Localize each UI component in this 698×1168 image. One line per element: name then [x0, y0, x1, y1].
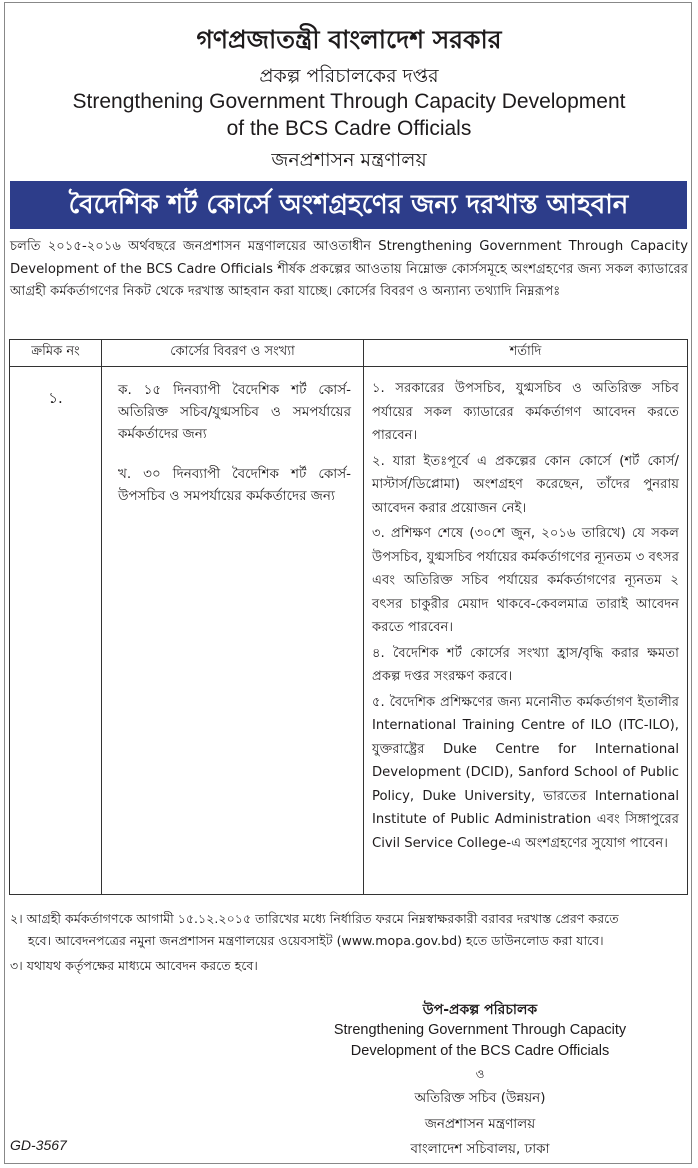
signatory-and: ও — [475, 1067, 485, 1081]
signatory-project-line2: Development of the BCS Cadre Officials — [350, 1043, 610, 1059]
course-item: ক. ১৫ দিনব্যাপী বৈদেশিক শর্ট কোর্স-অতিরিক্ত সচিব/যুগ্মসচিব ও সমপর্যায়ের কর্মকর্তাদের জন্য — [118, 382, 351, 442]
header-serial: ক্রমিক নং — [10, 340, 102, 367]
project-title-line2: of the BCS Cadre Officials — [226, 117, 472, 140]
table-header-row — [10, 340, 688, 367]
condition-item: ২. যারা ইতঃপূর্বে এ প্রকল্পের কোন কোর্সে (শর্ট কোর্স/মাস্টার্স/ডিপ্লোমা) অংশগ্রহণ করেছেন, তাঁদের পুনরায় আবেদন করার প্রয়োজন নেই। — [372, 453, 679, 516]
header-conditions: শর্তাদি — [364, 340, 688, 367]
signatory-designation: অতিরিক্ত সচিব (উন্নয়ন) — [414, 1090, 546, 1106]
condition-item: ৩. প্রশিক্ষণ শেষে (৩০শে জুন, ২০১৬ তারিখে) যে সকল উপসচিব, যুগ্মসচিব পর্যায়ের কর্মকর্তাগণের ন্যূনতম ৩ বৎসর এবং অতিরিক্ত সচিব পর্যায়ের কর্মকর্তাগণের ন্যূনতম ২ বৎসর চাকুরীর মেয়াদ থাকবে-কেবলমাত্র তারাই আবেদন করতে পারবেন। — [372, 526, 679, 635]
serial-number: ১. — [10, 367, 102, 895]
course-table — [9, 339, 688, 895]
signatory-address: বাংলাদেশ সচিবালয়, ঢাকা — [410, 1141, 550, 1157]
project-title-line1: Strengthening Government Through Capacity Development — [72, 90, 626, 113]
intro-paragraph: চলতি ২০১৫-২০১৬ অর্থবছরে জনপ্রশাসন মন্ত্রণালয়ের আওতাধীন Strengthening Government Through Capacity Development of the BCS Cadre Officials শীর্ষক প্রকল্পের আওতায় নিম্নোক্ত কোর্সসমূহে অংশগ্রহণের জন্য সকল ক্যাডারের আগ্রহী কর্মকর্তাগণের নিকট থেকে দরখাস্ত আহবান করা যাচ্ছে। কোর্সের বিবরণ ও অন্যান্য তথ্যাদি নিম্নরূপঃ — [10, 239, 688, 299]
signatory-ministry: জনপ্রশাসন মন্ত্রণালয় — [424, 1116, 536, 1132]
government-title: গণপ্রজাতন্ত্রী বাংলাদেশ সরকার — [196, 25, 502, 54]
office-name: প্রকল্প পরিচালকের দপ্তর — [259, 65, 439, 87]
table-row — [10, 367, 688, 895]
course-item: খ. ৩০ দিনব্যাপী বৈদেশিক শর্ট কোর্স-উপসচিব ও সমপর্যায়ের কর্মকর্তাদের জন্য — [118, 466, 351, 504]
signatory-title: উপ-প্রকল্প পরিচালক — [422, 1002, 538, 1018]
note-download: হবে। আবেদনপত্রের নমুনা জনপ্রশাসন মন্ত্রণালয়ের ওয়েবসাইট (www.mopa.gov.bd) হতে ডাউনলোড করা যাবে। — [28, 933, 604, 948]
ministry-name: জনপ্রশাসন মন্ত্রণালয় — [271, 149, 427, 171]
note-deadline: ২। আগ্রহী কর্মকর্তাগণকে আগামী ১৫.১২.২০১৫ তারিখের মধ্যে নির্ধারিত ফরমে নিম্নস্বাক্ষরকারী বরাবর দরখাস্ত প্রেরণ করতে — [10, 911, 619, 926]
condition-item: ১. সরকারের উপসচিব, যুগ্মসচিব ও অতিরিক্ত সচিব পর্যায়ের সকল ক্যাডারের কর্মকর্তাগণ আবেদন করতে পারবেন। — [372, 381, 679, 443]
ad-code: GD-3567 — [10, 1137, 67, 1153]
header-course: কোর্সের বিবরণ ও সংখ্যা — [102, 340, 364, 367]
conditions-list — [364, 367, 688, 895]
note-channel: ৩। যথাযথ কর্তৃপক্ষের মাধ্যমে আবেদন করতে হবে। — [10, 958, 258, 973]
condition-item: ৪. বৈদেশিক শর্ট কোর্সের সংখ্যা হ্রাস/বৃদ্ধি করার ক্ষমতা প্রকল্প দপ্তর সংরক্ষণ করবে। — [372, 645, 679, 684]
notice-banner: বৈদেশিক শর্ট কোর্সে অংশগ্রহণের জন্য দরখাস্ত আহবান — [10, 181, 687, 229]
course-description — [102, 367, 364, 895]
signatory-project-line1: Strengthening Government Through Capacity — [333, 1022, 627, 1038]
condition-item: ৫. বৈদেশিক প্রশিক্ষণের জন্য মনোনীত কর্মকর্তাগণ ইতালীর International Training Centre of ILO (ITC-ILO), যুক্তরাষ্ট্রের Duke Centre for International Development (DCID), Sanford School of Public Policy, Duke University, ভারতের International Institute of Public Administration এবং সিঙ্গাপুরের Civil Service College-এ অংশগ্রহণের সুযোগ পাবেন। — [372, 694, 679, 851]
